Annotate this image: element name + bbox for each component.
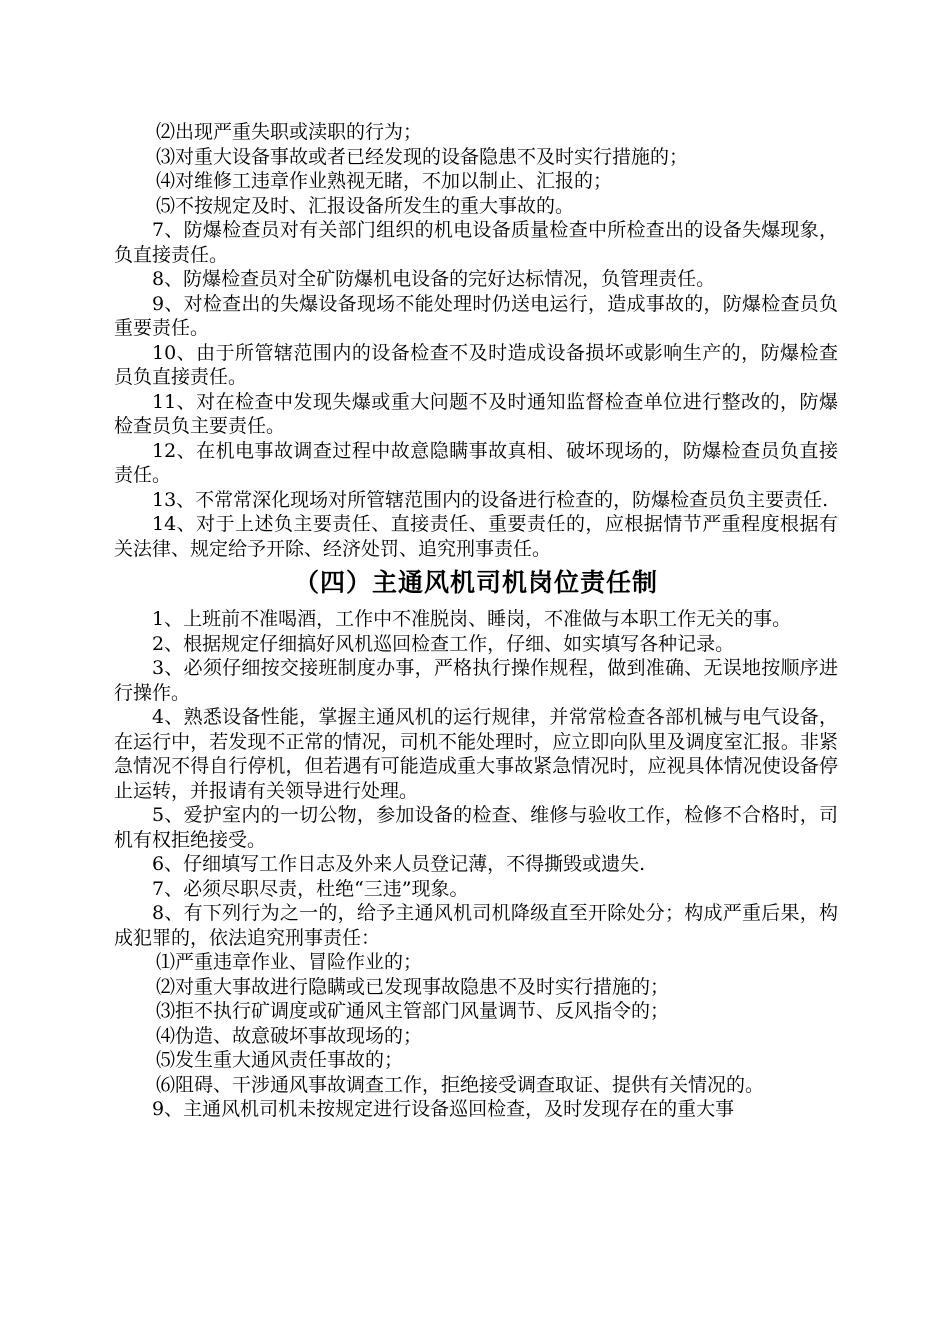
paragraph: 14、对于上述负主要责任、直接责任、重要责任的，应根据情节严重程度根据有关法律、规定给予开除、经济处罚、追究刑事责任。 xyxy=(114,513,838,560)
paragraph: 7、防爆检查员对有关部门组织的机电设备质量检查中所检查出的设备失爆现象，负直接责任。 xyxy=(114,219,838,266)
list-item: ⑶拒不执行矿调度或矿通风主管部门风量调节、反风指令的； xyxy=(156,1000,670,1022)
paragraph: 5、爱护室内的一切公物，参加设备的检查、维修与验收工作，检修不合格时，司机有权拒绝接受。 xyxy=(114,804,838,851)
list-item: ⑹阻碍、干涉通风事故调查工作，拒绝接受调查取证、提供有关情况的。 xyxy=(156,1073,765,1096)
section-heading: （四）主通风机司机岗位责任制 xyxy=(293,568,658,597)
paragraph: 3、必须仔细按交接班制度办事，严格执行操作规程，做到准确、无误地按顺序进行操作。 xyxy=(114,657,838,704)
list-item: ⑵对重大事故进行隐瞒或已发现事故隐患不及时实行措施的； xyxy=(156,975,670,998)
paragraph: 10、由于所管辖范围内的设备检查不及时造成设备损坏或影响生产的，防爆检查员负直接责任。 xyxy=(114,341,838,388)
paragraph: 9、对检查出的失爆设备现场不能处理时仍送电运行，造成事故的，防爆检查员负重要责任。 xyxy=(114,292,838,339)
paragraph: 9、主通风机司机未按规定进行设备巡回检查，及时发现存在的重大事 xyxy=(152,1098,735,1120)
list-item: ⑸不按规定及时、汇报设备所发生的重大事故的。 xyxy=(156,194,575,217)
list-item: ⑷对维修工违章作业熟视无睹，不加以制止、汇报的； xyxy=(156,170,613,192)
list-item: ⑷伪造、故意破坏事故现场的； xyxy=(156,1024,423,1047)
paragraph: 13、不常常深化现场对所管辖范围内的设备进行检查的，防爆检查员负主要责任. xyxy=(152,488,829,511)
paragraph: 7、必须尽职尽责，杜绝“三违”现象。 xyxy=(152,877,469,900)
paragraph: 11、对在检查中发现失爆或重大问题不及时通知监督检查单位进行整改的，防爆检查员负主要责任。 xyxy=(114,390,838,437)
document-page xyxy=(114,120,838,1122)
list-item: ⑴严重违章作业、冒险作业的； xyxy=(156,951,423,973)
paragraph: 8、防爆检查员对全矿防爆机电设备的完好达标情况，负管理责任。 xyxy=(152,268,716,290)
paragraph: 8、有下列行为之一的，给予主通风机司机降级直至开除处分；构成严重后果，构成犯罪的，依法追究刑事责任： xyxy=(114,902,838,949)
paragraph: 12、在机电事故调查过程中故意隐瞒事故真相、破坏现场的，防爆检查员负直接责任。 xyxy=(114,439,838,486)
list-item: ⑵出现严重失职或渎职的行为； xyxy=(156,121,423,143)
paragraph: 1、上班前不准喝酒，工作中不准脱岗、睡岗，不准做与本职工作无关的事。 xyxy=(152,608,792,630)
list-item: ⑶对重大设备事故或者已经发现的设备隐患不及时实行措施的； xyxy=(156,145,689,168)
paragraph: 2、根据规定仔细搞好风机巡回检查工作，仔细、如实填写各种记录。 xyxy=(152,632,735,655)
section-fan-operator xyxy=(114,607,838,1122)
list-item: ⑸发生重大通风责任事故的； xyxy=(156,1049,404,1071)
paragraph: 4、熟悉设备性能，掌握主通风机的运行规律，并常常检查各部机械与电气设备，在运行中，若发现不正常的情况，司机不能处理时，应立即向队里及调度室汇报。非紧急情况不得自行停机，但若遇有可能造成重大事故紧急情况时，应视具体情况使设备停止运转，并报请有关领导进行处理。 xyxy=(114,706,838,802)
section-explosion-inspector xyxy=(114,120,838,561)
paragraph: 6、仔细填写工作日志及外来人员登记薄，不得撕毁或遗失. xyxy=(152,853,646,875)
